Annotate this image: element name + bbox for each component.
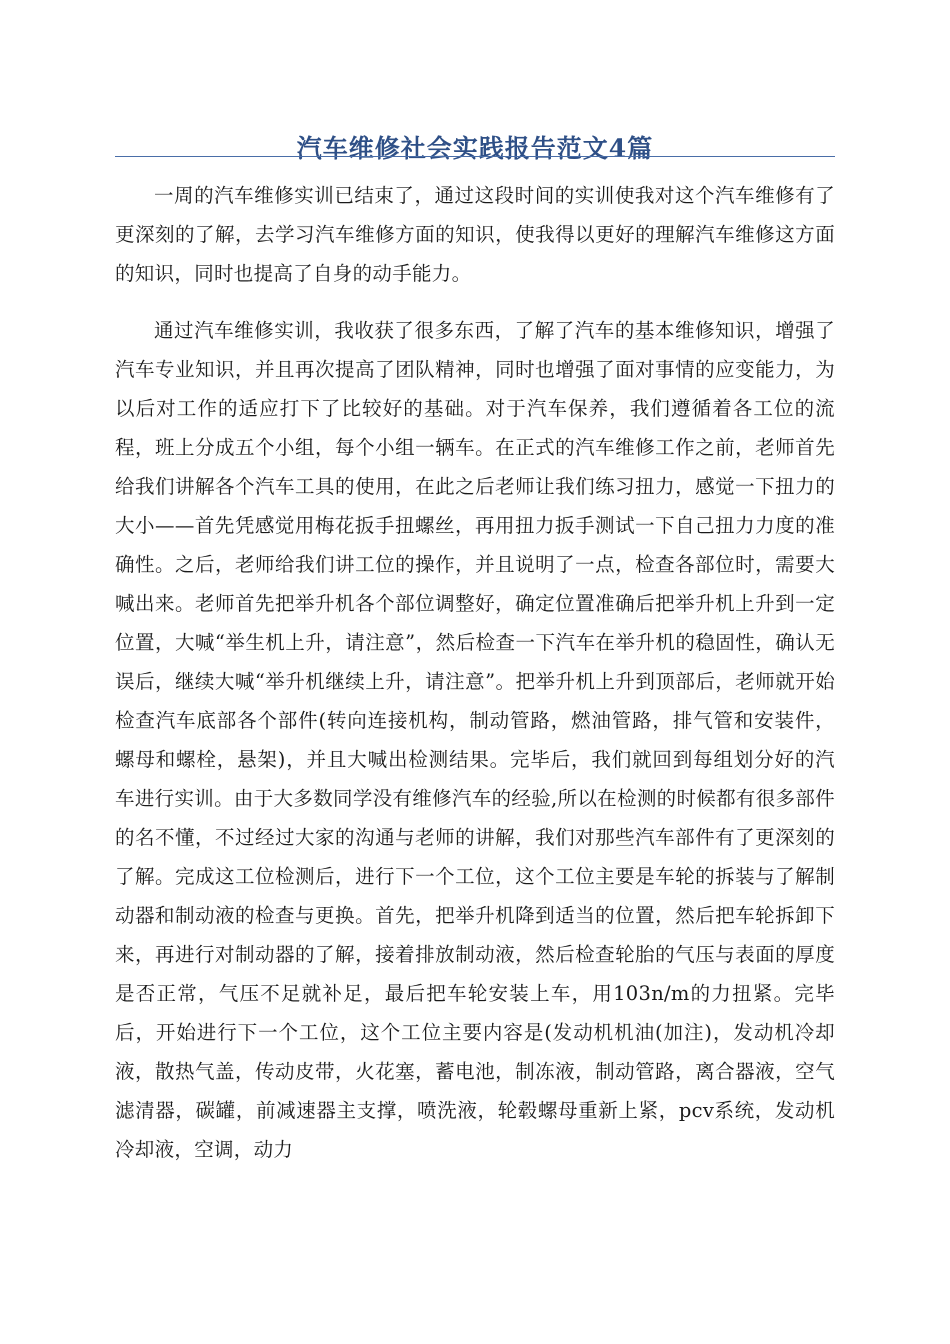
paragraph-intro: 一周的汽车维修实训已结束了，通过这段时间的实训使我对这个汽车维修有了更深刻的了解，去学习汽车维修方面的知识，使我得以更好的理解汽车维修这方面的知识，同时也提高了自身的动手能力。 xyxy=(115,184,835,285)
title-underline xyxy=(115,156,835,157)
document-body xyxy=(115,176,835,1169)
paragraph-main: 通过汽车维修实训，我收获了很多东西，了解了汽车的基本维修知识，增强了汽车专业知识，并且再次提高了团队精神，同时也增强了面对事情的应变能力，为以后对工作的适应打下了比较好的基础。对于汽车保养，我们遵循着各工位的流程，班上分成五个小组，每个小组一辆车。在正式的汽车维修工作之前，老师首先给我们讲解各个汽车工具的使用，在此之后老师让我们练习扭力，感觉一下扭力的大小——首先凭感觉用梅花扳手扭螺丝，再用扭力扳手测试一下自己扭力力度的准确性。之后，老师给我们讲工位的操作，并且说明了一点，检查各部位时，需要大喊出来。老师首先把举升机各个部位调整好，确定位置准确后把举升机上升到一定位置，大喊“举生机上升，请注意”，然后检查一下汽车在举升机的稳固性，确认无误后，继续大喊“举升机继续上升，请注意”。把举升机上升到顶部后，老师就开始检查汽车底部各个部件(转向连接机构，制动管路，燃油管路，排气管和安装件，螺母和螺栓，悬架)，并且大喊出检测结果。完毕后，我们就回到每组划分好的汽车进行实训。由于大多数同学没有维修汽车的经验,所以在检测的时候都有很多部件的名不懂，不过经过大家的沟通与老师的讲解，我们对那些汽车部件有了更深刻的了解。完成这工位检测后，进行下一个工位，这个工位主要是车轮的拆装与了解制动器和制动液的检查与更换。首先，把举升机降到适当的位置，然后把车轮拆卸下来，再进行对制动器的了解，接着排放制动液，然后检查轮胎的气压与表面的厚度是否正常，气压不足就补足，最后把车轮安装上车，用103n/m的力扭紧。完毕后，开始进行下一个工位，这个工位主要内容是(发动机机油(加注)，发动机冷却液，散热气盖，传动皮带，火花塞，蓄电池，制冻液，制动管路，离合器液，空气滤清器，碳罐，前减速器主支撑，喷洗液，轮毂螺母重新上紧，pcv系统，发动机冷却液，空调，动力 xyxy=(115,319,835,1161)
document-title: 汽车维修社会实践报告范文4篇 xyxy=(296,133,654,163)
